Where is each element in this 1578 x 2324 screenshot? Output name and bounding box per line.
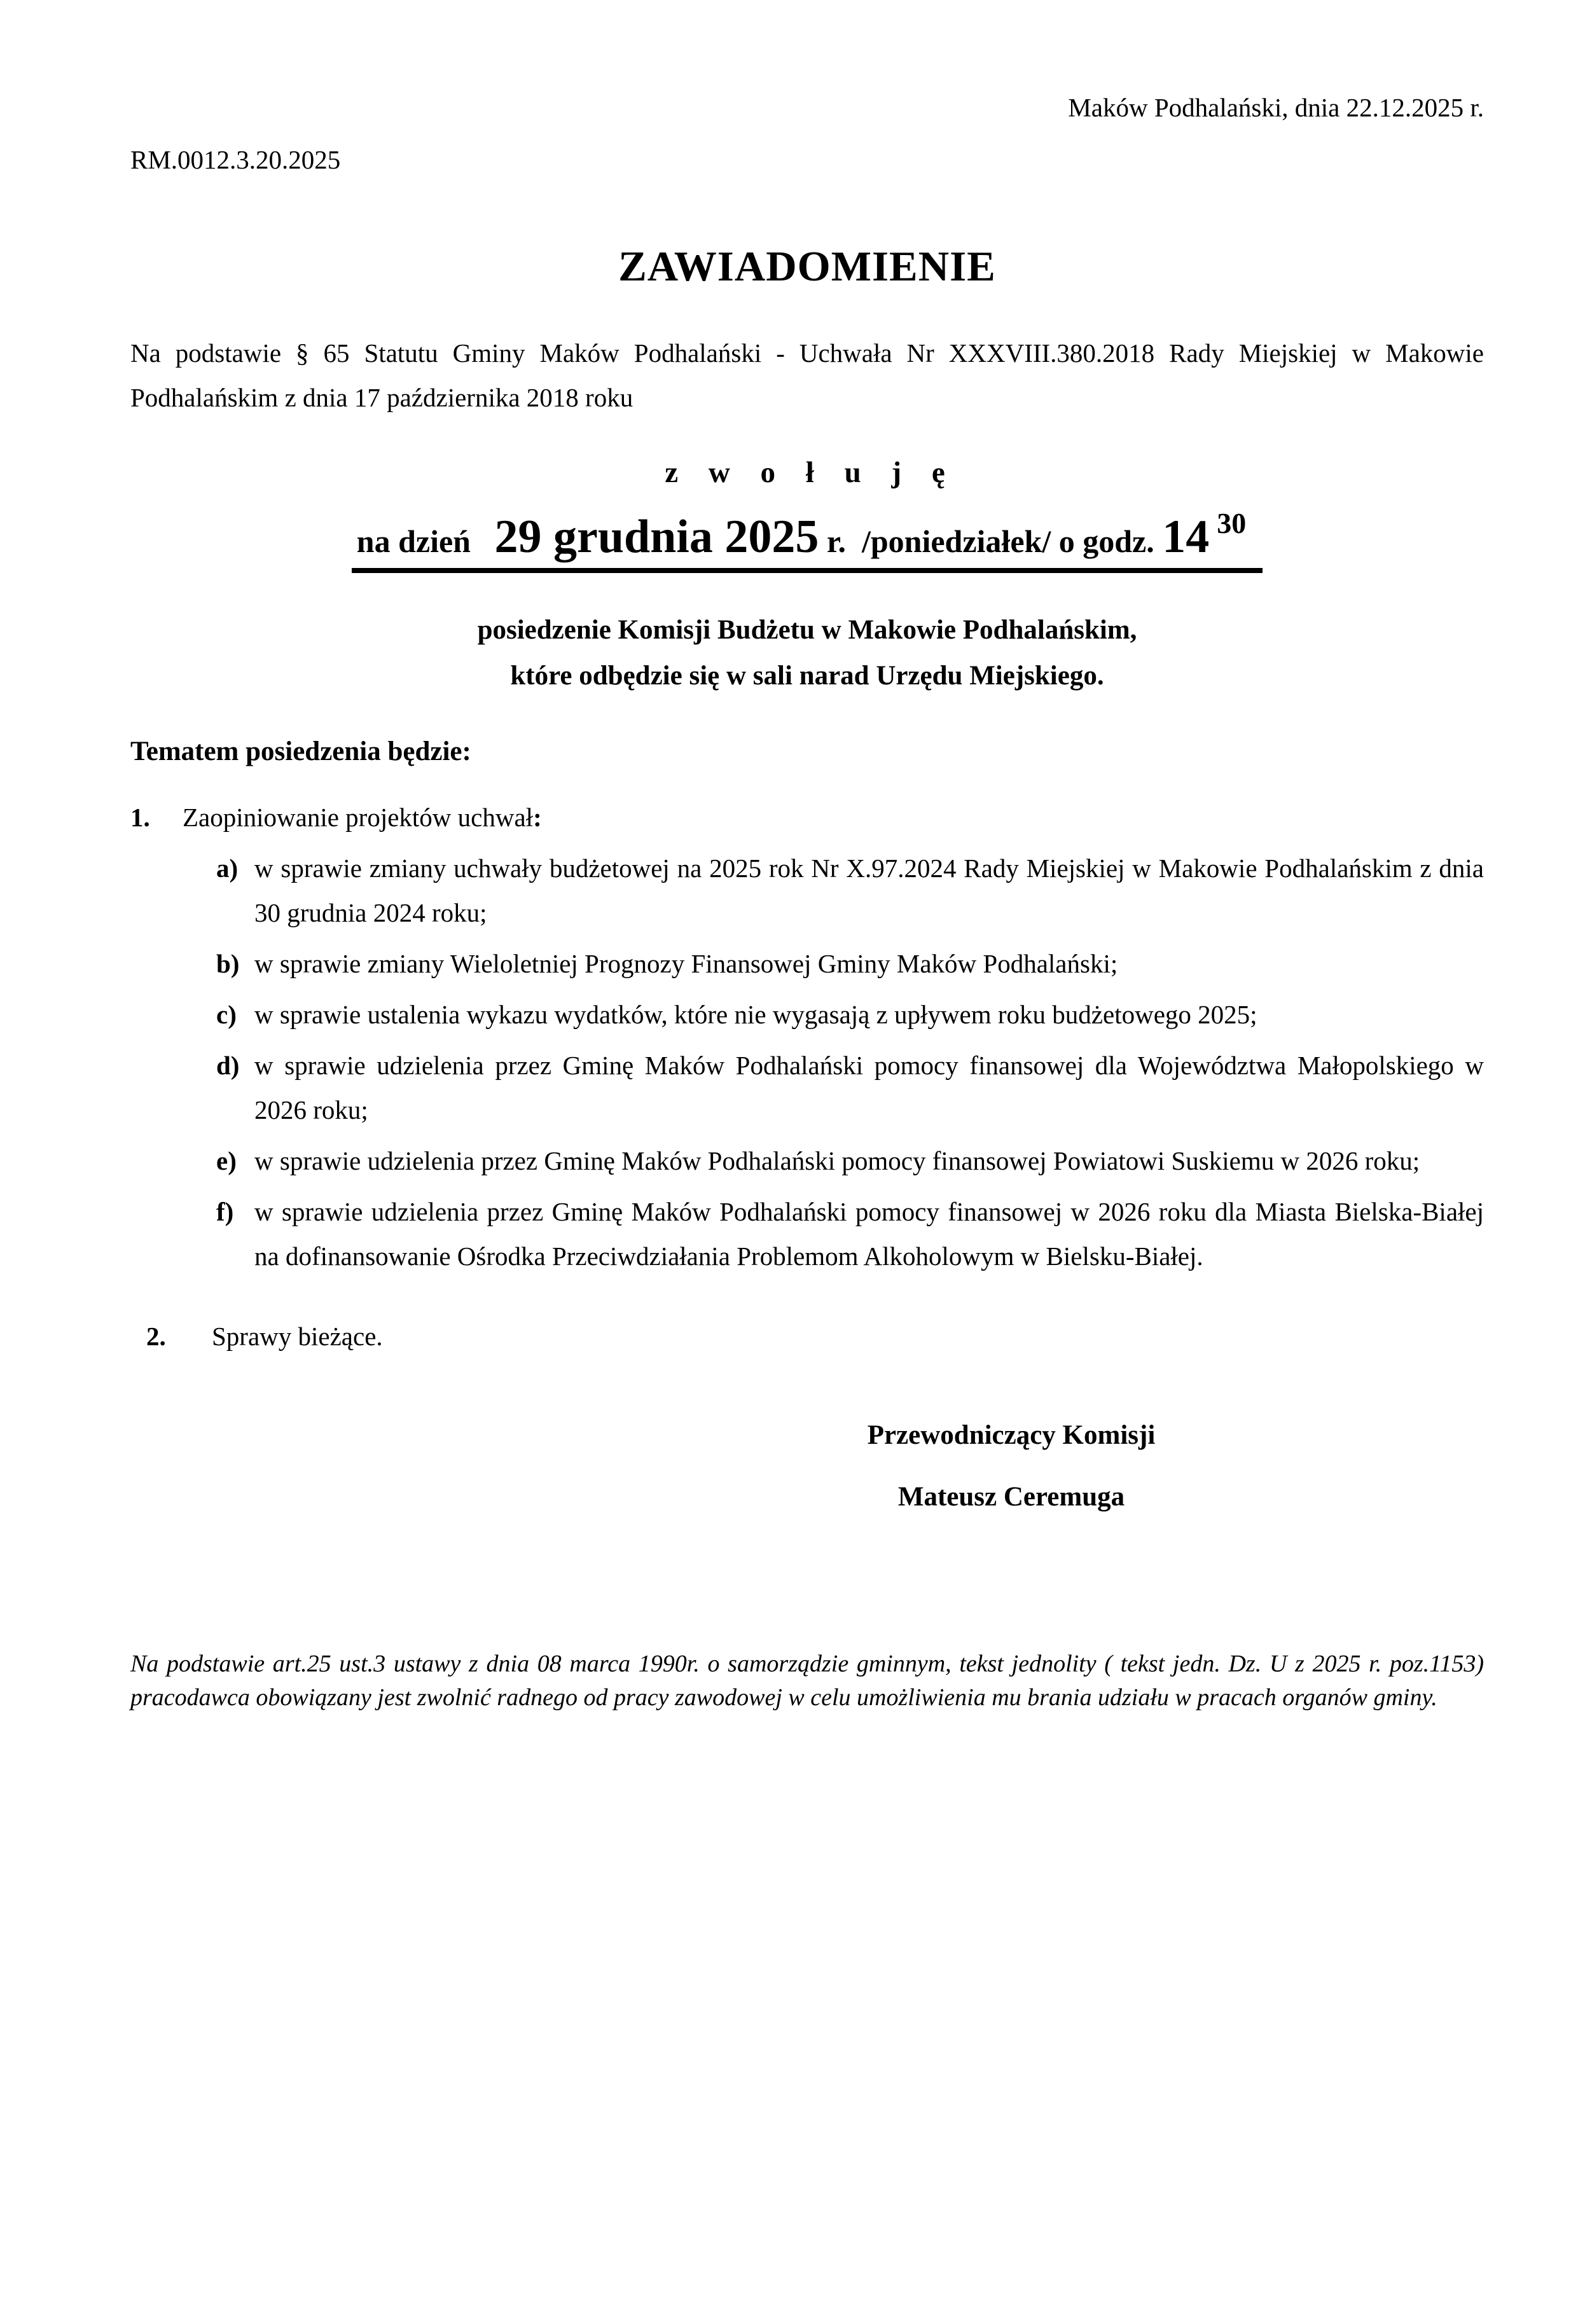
agenda-subitem-a-text: w sprawie zmiany uchwały budżetowej na 2025 rok Nr X.97.2024 Rady Miejskiej w Makowie Podhalańskim z dnia 30 grudnia 2024 roku;	[254, 854, 1484, 927]
document-title: ZAWIADOMIENIE	[618, 243, 996, 290]
agenda-subitem-e-letter: e)	[216, 1146, 237, 1175]
agenda-heading: Tematem posiedzenia będzie:	[130, 737, 471, 766]
agenda-item-1	[130, 795, 1484, 840]
agenda-subitem-b-letter: b)	[216, 949, 240, 978]
venue-line-1: posiedzenie Komisji Budżetu w Makowie Podhalańskim,	[477, 615, 1137, 645]
agenda-subitem-f	[130, 1189, 1484, 1278]
agenda-subitem-a	[130, 846, 1484, 935]
agenda-item-2-text: Sprawy bieżące.	[212, 1322, 383, 1351]
session-date-prefix: na dzień	[356, 523, 471, 559]
session-date-heading	[130, 506, 1484, 573]
agenda-subitem-f-text: w sprawie udzielenia przez Gminę Maków Podhalański pomocy finansowej w 2026 roku dla Miasta Bielska-Białej na dofinansowanie Ośrodka Przeciwdziałania Problemom Alkoholowym w Bielsku-Białej.	[254, 1197, 1484, 1271]
venue-line-2: które odbędzie się w sali narad Urzędu Miejskiego.	[510, 661, 1104, 691]
agenda-subitem-a-letter: a)	[216, 854, 239, 883]
document-place-date: Maków Podhalański, dnia 22.12.2025 r.	[1068, 93, 1484, 122]
agenda-item-1-colon: :	[533, 803, 542, 832]
agenda-item-2	[130, 1314, 1484, 1359]
agenda-subitem-c-letter: c)	[216, 1000, 237, 1029]
agenda-subitem-b	[130, 941, 1484, 986]
agenda-item-2-number: 2.	[146, 1322, 166, 1351]
agenda-subitem-c	[130, 992, 1484, 1037]
session-date-year-suffix: r.	[826, 523, 846, 559]
agenda-subitem-b-text: w sprawie zmiany Wieloletniej Prognozy Finansowej Gminy Maków Podhalański;	[254, 949, 1118, 978]
agenda-subitem-d-text: w sprawie udzielenia przez Gminę Maków Podhalański pomocy finansowej dla Województwa Małopolskiego w 2026 roku;	[254, 1051, 1484, 1124]
agenda-subitem-e-text: w sprawie udzielenia przez Gminę Maków Podhalański pomocy finansowej Powiatowi Suskiemu w 2026 roku;	[254, 1146, 1420, 1175]
signature-name: Mateusz Ceremuga	[897, 1482, 1125, 1512]
legal-footnote: Na podstawie art.25 ust.3 ustawy z dnia 08 marca 1990r. o samorządzie gminnym, tekst jednolity ( tekst jedn. Dz. U z 2025 r. poz.1153) pracodawca obowiązany jest zwolnić radnego od pracy zawodowej w celu umożliwienia mu brania udziału w pracach organów gminy.	[130, 1650, 1484, 1711]
session-hour: 14	[1162, 511, 1210, 563]
agenda-subitem-f-letter: f)	[216, 1197, 234, 1226]
signature-role: Przewodniczący Komisji	[867, 1420, 1156, 1450]
agenda-subitem-c-text: w sprawie ustalenia wykazu wydatków, które nie wygasają z upływem roku budżetowego 2025;	[254, 1000, 1257, 1029]
venue-block	[130, 607, 1484, 699]
document-page	[0, 92, 1578, 1715]
agenda-subitem-d-letter: d)	[216, 1051, 240, 1080]
session-minutes-superscript: 30	[1217, 507, 1247, 539]
agenda-item-1-number: 1.	[130, 803, 150, 832]
session-date-underline	[352, 506, 1263, 573]
session-date-value: 29 grudnia 2025	[494, 511, 819, 563]
agenda-subitem-e	[130, 1138, 1484, 1183]
legal-basis-paragraph: Na podstawie § 65 Statutu Gminy Maków Podhalański - Uchwała Nr XXXVIII.380.2018 Rady Miejskiej w Makowie Podhalańskim z dnia 17 października 2018 roku	[130, 338, 1484, 412]
reference-number: RM.0012.3.20.2025	[130, 145, 341, 174]
signature-block	[770, 1420, 1253, 1512]
convene-word: z w o ł u j ę	[665, 456, 950, 489]
agenda-subitem-d	[130, 1043, 1484, 1132]
agenda-item-1-text: Zaopiniowanie projektów uchwał	[183, 803, 534, 832]
session-day-and-time-label: /poniedziałek/ o godz.	[861, 523, 1154, 559]
